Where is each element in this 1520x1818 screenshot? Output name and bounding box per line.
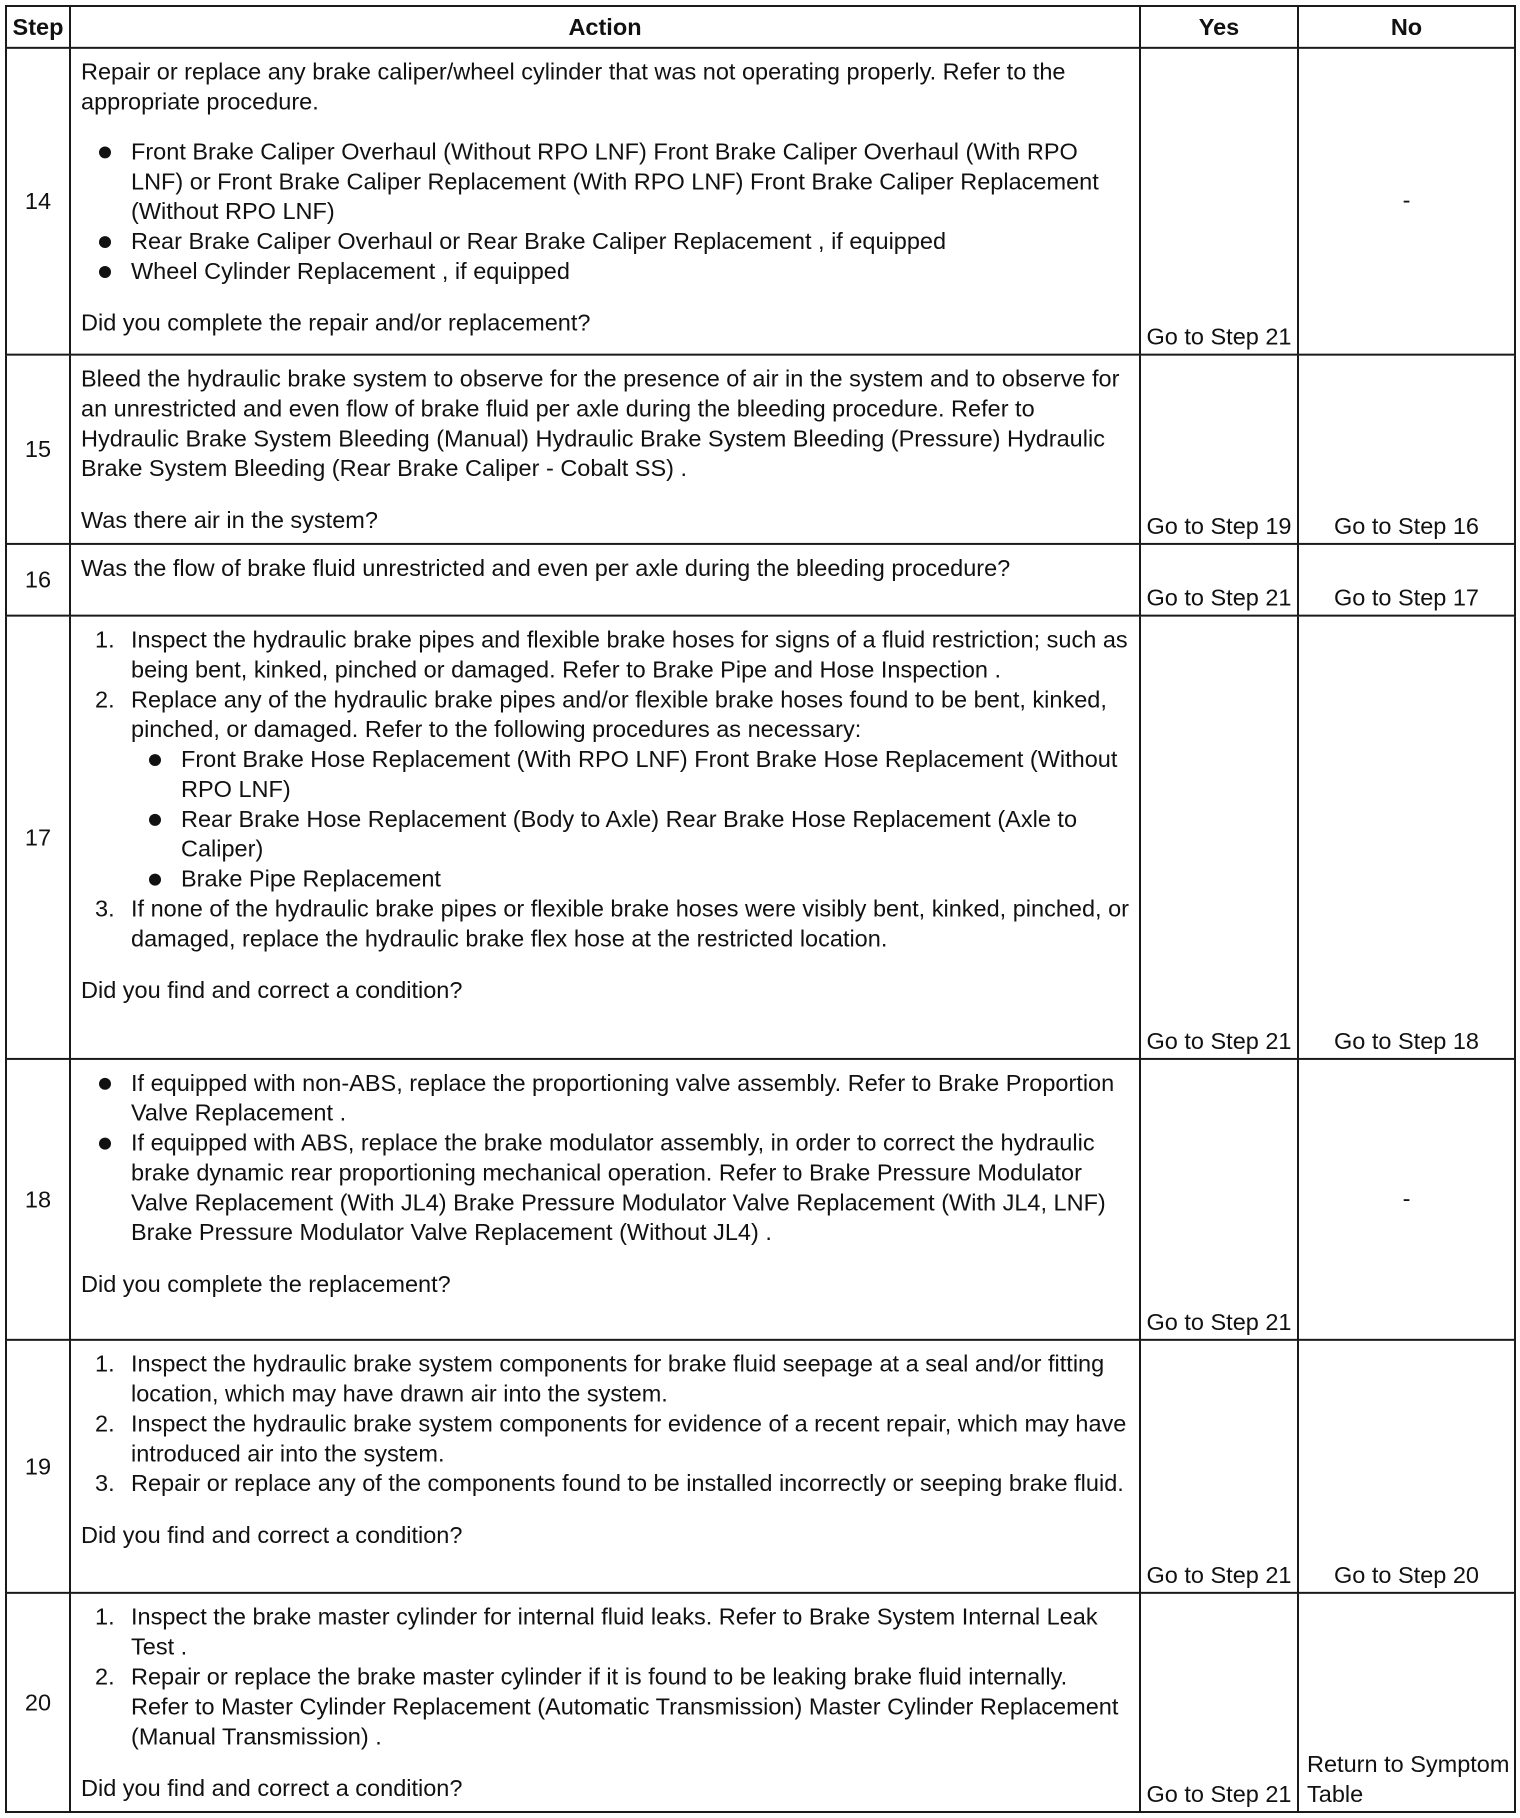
step-number: 15 xyxy=(6,355,70,544)
action-question: Was the flow of brake fluid unrestricted and even per axle during the bleeding procedure? xyxy=(81,554,1011,581)
list-item xyxy=(81,625,1131,685)
action-cell xyxy=(70,544,1140,616)
item-text: Repair or replace the brake master cylinder if it is found to be leaking brake fluid internally. Refer to Master Cylinder Replacement (Automatic Transmission) Master Cylinder Replacement (Manual Transmission) . xyxy=(131,1663,1119,1750)
list-item: Rear Brake Caliper Overhaul or Rear Brake Caliper Replacement , if equipped xyxy=(81,226,1131,256)
step-number: 20 xyxy=(6,1593,70,1812)
action-question: Did you find and correct a condition? xyxy=(81,977,463,1004)
list-item: Front Brake Hose Replacement (With RPO LNF) Front Brake Hose Replacement (Without RPO LNF) xyxy=(81,744,1131,804)
action-question: Did you complete the repair and/or replacement? xyxy=(81,309,591,336)
item-text: Inspect the hydraulic brake system components for evidence of a recent repair, which may have introduced air into the system. xyxy=(131,1410,1127,1467)
bullet-list xyxy=(81,1068,1131,1247)
header-yes: Yes xyxy=(1140,6,1298,48)
yes-cell: Go to Step 21 xyxy=(1140,616,1298,1059)
no-cell: - xyxy=(1298,1059,1515,1340)
no-cell: Go to Step 17 xyxy=(1298,544,1515,616)
list-item: Brake Pipe Replacement xyxy=(81,864,1131,894)
step-number: 19 xyxy=(6,1340,70,1593)
action-intro: Bleed the hydraulic brake system to observe for the presence of air in the system and to observe for an unrestricted and even flow of brake fluid per axle during the bleeding procedure. Refer to Hydraulic Brake System Bleeding (Manual) Hydraulic Brake System Bleeding (Pressure) Hydraulic Brake System Bleeding (Rear Brake Caliper - Cobalt SS) . xyxy=(81,365,1120,482)
bullet-list xyxy=(81,136,1131,285)
numbered-list xyxy=(81,1602,1131,1751)
header-row xyxy=(6,6,1515,48)
table-row xyxy=(6,1593,1515,1812)
numbered-list xyxy=(81,894,1131,954)
step-number: 18 xyxy=(6,1059,70,1340)
action-cell xyxy=(70,1593,1140,1812)
table-row xyxy=(6,48,1515,355)
list-item: Wheel Cylinder Replacement , if equipped xyxy=(81,256,1131,286)
list-item xyxy=(81,1409,1131,1469)
numbered-list xyxy=(81,625,1131,745)
numbered-list xyxy=(81,1349,1131,1498)
yes-cell: Go to Step 21 xyxy=(1140,48,1298,355)
diagnostic-table xyxy=(5,5,1516,1813)
table-row xyxy=(6,1059,1515,1340)
action-question: Did you find and correct a condition? xyxy=(81,1522,463,1549)
item-number: 2. xyxy=(95,686,115,713)
list-item: Front Brake Caliper Overhaul (Without RPO LNF) Front Brake Caliper Overhaul (With RPO LNF) or Front Brake Caliper Replacement (With RPO LNF) Front Brake Caliper Replacement (Without RPO LNF) xyxy=(81,136,1131,226)
item-text: If none of the hydraulic brake pipes or flexible brake hoses were visibly bent, kinked, pinched, or damaged, replace the hydraulic brake flex hose at the restricted location. xyxy=(131,895,1130,952)
sub-bullet-list xyxy=(81,744,1131,893)
list-item xyxy=(81,894,1131,954)
item-text: Replace any of the hydraulic brake pipes and/or flexible brake hoses found to be bent, kinked, pinched, or damaged. Refer to the following procedures as necessary: xyxy=(131,686,1107,743)
action-intro: Repair or replace any brake caliper/wheel cylinder that was not operating properly. Refer to the appropriate procedure. xyxy=(81,58,1066,115)
item-number: 3. xyxy=(95,1470,115,1497)
yes-cell: Go to Step 21 xyxy=(1140,1340,1298,1593)
step-number: 17 xyxy=(6,616,70,1059)
no-cell: Go to Step 16 xyxy=(1298,355,1515,544)
no-cell: Return to Symptom Table xyxy=(1298,1593,1515,1812)
list-item: If equipped with ABS, replace the brake modulator assembly, in order to correct the hydraulic brake dynamic rear proportioning mechanical operation. Refer to Brake Pressure Modulator Valve Replacement (With JL4) Brake Pressure Modulator Valve Replacement (With JL4, LNF) Brake Pressure Modulator Valve Replacement (Without JL4) . xyxy=(81,1128,1131,1248)
yes-cell: Go to Step 21 xyxy=(1140,1593,1298,1812)
item-number: 3. xyxy=(95,895,115,922)
no-cell: Go to Step 18 xyxy=(1298,616,1515,1059)
item-text: Inspect the brake master cylinder for internal fluid leaks. Refer to Brake System Internal Leak Test . xyxy=(131,1603,1098,1660)
step-number: 14 xyxy=(6,48,70,355)
table-row xyxy=(6,355,1515,544)
list-item xyxy=(81,1468,1131,1498)
action-cell xyxy=(70,48,1140,355)
list-item xyxy=(81,1662,1131,1752)
yes-cell: Go to Step 21 xyxy=(1140,544,1298,616)
item-text: Inspect the hydraulic brake system components for brake fluid seepage at a seal and/or fitting location, which may have drawn air into the system. xyxy=(131,1350,1105,1407)
item-text: Inspect the hydraulic brake pipes and flexible brake hoses for signs of a fluid restriction; such as being bent, kinked, pinched or damaged. Refer to Brake Pipe and Hose Inspection . xyxy=(131,626,1128,683)
step-number: 16 xyxy=(6,544,70,616)
action-cell xyxy=(70,1340,1140,1593)
yes-cell: Go to Step 19 xyxy=(1140,355,1298,544)
yes-cell: Go to Step 21 xyxy=(1140,1059,1298,1340)
action-cell xyxy=(70,1059,1140,1340)
item-number: 2. xyxy=(95,1410,115,1437)
table-row xyxy=(6,1340,1515,1593)
action-question: Did you find and correct a condition? xyxy=(81,1775,463,1802)
action-question: Was there air in the system? xyxy=(81,507,378,533)
action-question: Did you complete the replacement? xyxy=(81,1271,451,1297)
item-number: 1. xyxy=(95,626,115,653)
header-action: Action xyxy=(70,6,1140,48)
action-cell xyxy=(70,355,1140,544)
no-cell: Go to Step 20 xyxy=(1298,1340,1515,1593)
no-cell: - xyxy=(1298,48,1515,355)
action-cell xyxy=(70,616,1140,1059)
item-number: 2. xyxy=(95,1663,115,1690)
header-no: No xyxy=(1298,6,1515,48)
list-item xyxy=(81,1349,1131,1409)
table-row xyxy=(6,616,1515,1059)
item-number: 1. xyxy=(95,1603,115,1630)
table-row xyxy=(6,544,1515,616)
list-item: Rear Brake Hose Replacement (Body to Axle) Rear Brake Hose Replacement (Axle to Caliper) xyxy=(81,804,1131,864)
list-item xyxy=(81,684,1131,744)
list-item xyxy=(81,1602,1131,1662)
header-step: Step xyxy=(6,6,70,48)
list-item: If equipped with non-ABS, replace the proportioning valve assembly. Refer to Brake Proportion Valve Replacement . xyxy=(81,1068,1131,1128)
item-text: Repair or replace any of the components found to be installed incorrectly or seeping brake fluid. xyxy=(131,1470,1124,1497)
item-number: 1. xyxy=(95,1350,115,1377)
